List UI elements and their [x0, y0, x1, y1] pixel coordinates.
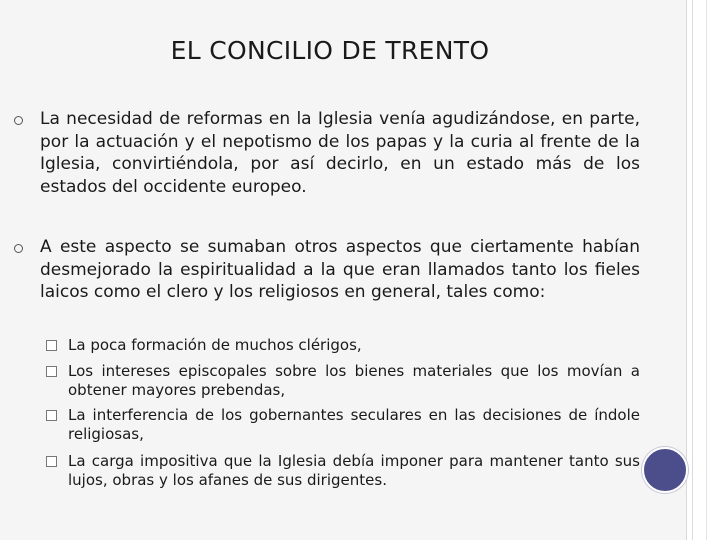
- square-bullet-icon: [46, 456, 57, 467]
- sub-list-item: [46, 452, 640, 489]
- sub-list-item-text: La carga impositiva que la Iglesia debía imponer para mantener tanto sus lujos, obras y los afanes de sus dirigentes.: [68, 452, 640, 489]
- decorative-border-line: [706, 0, 707, 540]
- square-bullet-icon: [46, 410, 57, 421]
- sub-list-item-text: Los intereses episcopales sobre los bienes materiales que los movían a obtener mayores prebendas,: [68, 362, 640, 399]
- sub-list-item: [46, 406, 640, 443]
- sub-list-item: [46, 362, 640, 399]
- square-bullet-icon: [46, 340, 57, 351]
- circle-bullet-icon: [14, 244, 23, 253]
- square-bullet-icon: [46, 366, 57, 377]
- paragraph: A este aspecto se sumaban otros aspectos que ciertamente habían desmejorado la espiritualidad a la que eran llamados tanto los fieles laicos como el clero y los religiosos en general, tales como:: [40, 237, 640, 302]
- sub-list-item-text: La poca formación de muchos clérigos,: [68, 336, 362, 354]
- circle-bullet-icon: [14, 116, 23, 125]
- sub-list-item-text: La interferencia de los gobernantes seculares en las decisiones de índole religiosas,: [68, 406, 640, 443]
- decorative-circle-icon: [642, 447, 688, 493]
- decorative-border-line: [692, 0, 693, 540]
- sub-list-item: [46, 336, 640, 355]
- slide-title: EL CONCILIO DE TRENTO: [170, 36, 490, 65]
- paragraph: La necesidad de reformas en la Iglesia venía agudizándose, en parte, por la actuación y el nepotismo de los papas y la curia al frente de la Iglesia, convirtiéndola, por así decirlo, en un estado más de los estados del occidente europeo.: [40, 109, 640, 197]
